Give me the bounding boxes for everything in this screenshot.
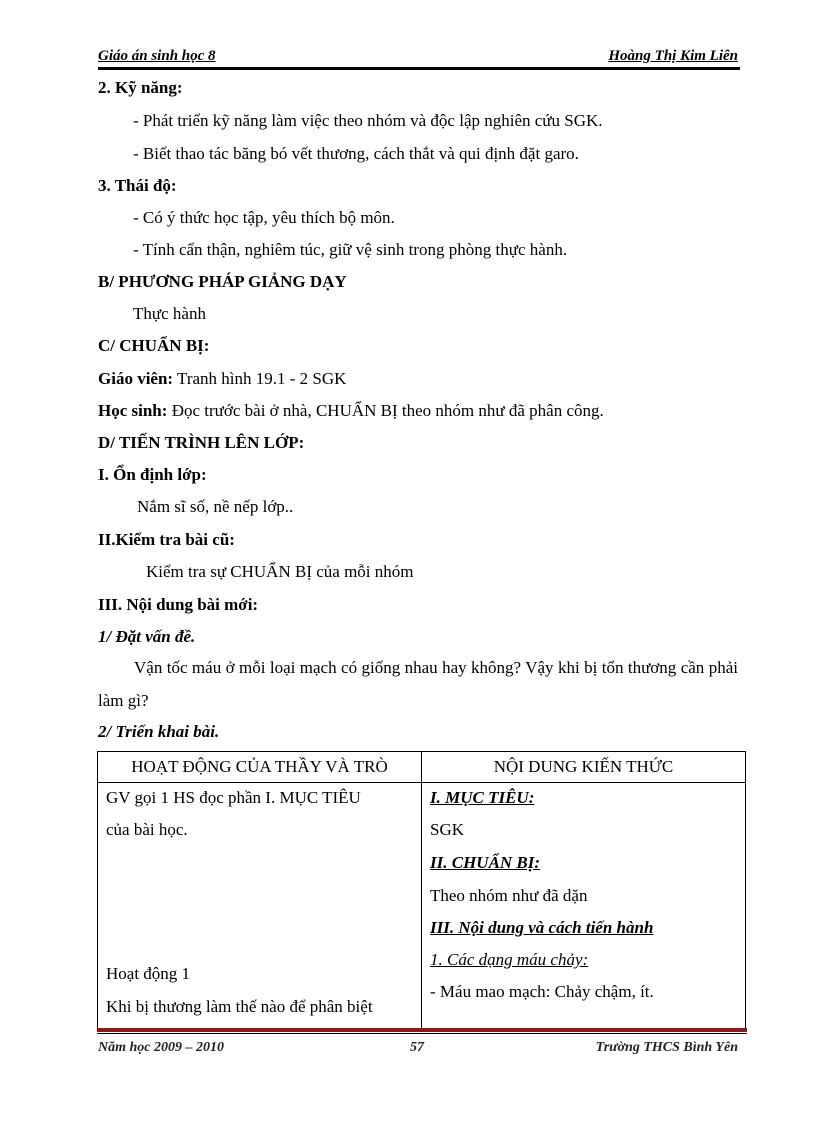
student-text: Đọc trước bài ở nhà, CHUẨN BỊ theo nhóm như đã phân công. — [167, 401, 604, 420]
table-header-col1: HOẠT ĐỘNG CỦA THẦY VÀ TRÒ — [98, 752, 422, 783]
method-text: Thực hành — [133, 304, 206, 323]
teacher-label: Giáo viên: — [98, 369, 174, 388]
table-row — [98, 783, 746, 1032]
content-capillary-text: - Máu mao mạch: Chảy chậm, ít. — [430, 982, 654, 1001]
student-line — [98, 400, 604, 422]
skills-heading: 2. Kỹ năng: — [98, 78, 183, 97]
activity-line-1: GV gọi 1 HS đọc phần I. MỤC TIÊU — [106, 788, 361, 807]
deploy-heading: 2/ Triển khai bài. — [98, 722, 220, 741]
intro-paragraph: Vận tốc máu ở mỗi loại mạch có giống nhau hay không? Vậy khi bị tổn thương cần phải làm gì? — [98, 658, 738, 710]
stable-text: Nắm sĩ số, nề nếp lớp.. — [137, 497, 294, 516]
content-heading: III. Nội dung bài mới: — [98, 595, 259, 614]
table-bottom-rule — [97, 1028, 747, 1032]
skills-item-2: - Biết thao tác băng bó vết thương, cách thắt và qui định đặt garo. — [133, 144, 579, 163]
content-procedure-heading: III. Nội dung và cách tiến hành — [430, 918, 654, 937]
header-right: Hoàng Thị Kim Liên — [608, 48, 738, 64]
page-header — [98, 44, 738, 68]
content-prep-text: Theo nhóm như đã dặn — [430, 886, 588, 905]
footer-school-year: Năm học 2009 – 2010 — [98, 1040, 224, 1055]
teacher-text: Tranh hình 19.1 - 2 SGK — [173, 369, 347, 388]
prep-heading: C/ CHUẨN BỊ: — [98, 336, 210, 355]
content-prep-heading: II. CHUẨN BỊ: — [430, 853, 541, 872]
student-label: Học sinh: — [98, 401, 168, 420]
footer-school-name: Trường THCS Bình Yên — [595, 1040, 738, 1055]
stable-heading: I. Ổn định lớp: — [98, 465, 207, 484]
attitude-item-1: - Có ý thức học tập, yêu thích bộ môn. — [133, 208, 395, 227]
content-objectives-text: SGK — [430, 820, 465, 839]
content-bleeding-types-heading: 1. Các dạng máu chảy: — [430, 950, 589, 969]
attitude-heading: 3. Thái độ: — [98, 176, 177, 195]
header-rule — [98, 67, 740, 70]
activity-cell — [98, 783, 422, 1032]
teacher-line — [98, 368, 346, 390]
table-header-col2: NỘI DUNG KIẾN THỨC — [422, 752, 746, 783]
header-left: Giáo án sinh học 8 — [98, 48, 216, 64]
activity-line-3: Hoạt động 1 — [106, 964, 191, 983]
method-heading: B/ PHƯƠNG PHÁP GIẢNG DẠY — [98, 272, 347, 291]
check-text: Kiểm tra sự CHUẨN BỊ của mỗi nhóm — [146, 562, 414, 581]
activity-line-4: Khi bị thương làm thế nào để phân biệt — [106, 997, 373, 1016]
content-cell — [422, 783, 746, 1032]
check-heading: II.Kiểm tra bài cũ: — [98, 530, 235, 549]
skills-item-1: - Phát triển kỹ năng làm việc theo nhóm và độc lập nghiên cứu SGK. — [133, 111, 603, 130]
intro-heading: 1/ Đặt vấn đề. — [98, 627, 196, 646]
activity-line-2: của bài học. — [106, 820, 188, 839]
table-bottom-rule-thin — [97, 1033, 747, 1034]
footer-page-number: 57 — [410, 1040, 424, 1055]
content-objectives-heading: I. MỤC TIÊU: — [430, 788, 535, 807]
process-heading: D/ TIẾN TRÌNH LÊN LỚP: — [98, 433, 305, 452]
lesson-table — [97, 751, 746, 1032]
attitude-item-2: - Tính cẩn thận, nghiêm túc, giữ vệ sinh trong phòng thực hành. — [133, 240, 568, 259]
table-header-row — [98, 752, 746, 783]
